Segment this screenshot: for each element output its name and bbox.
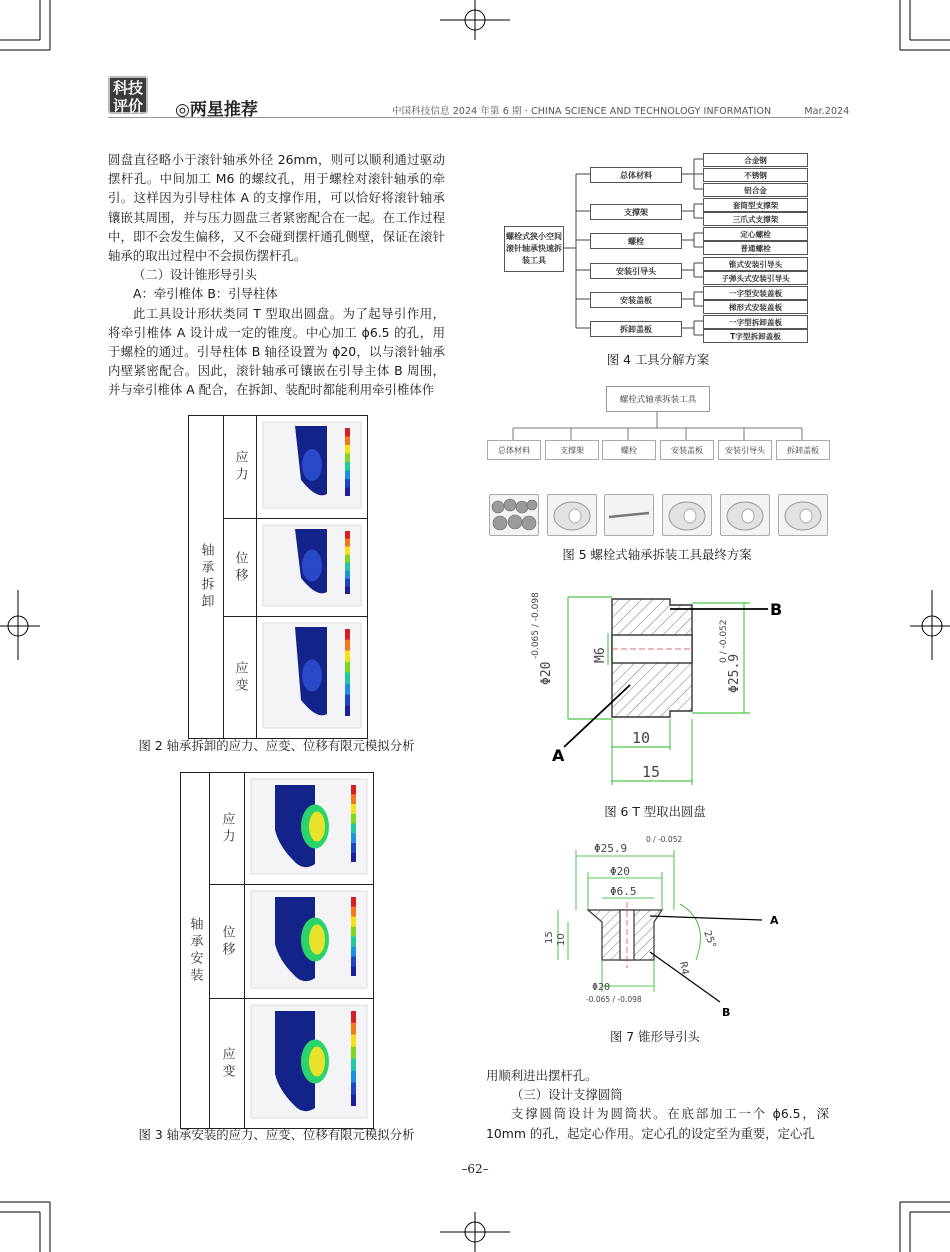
fig2-strain-image — [257, 617, 368, 739]
fig3-strain-image — [245, 999, 374, 1129]
fig4-group-node: 螺栓 — [590, 233, 682, 249]
fig4-leaf-node: T字型拆卸盖板 — [703, 329, 808, 343]
journal-date: Mar.2024 — [804, 106, 850, 117]
fig4-group-node: 总体材料 — [590, 167, 682, 183]
fig7-caption: 图 7 锥形导引头 — [609, 1029, 701, 1044]
fig5-item-image — [778, 494, 828, 536]
fig6-drawing — [520, 585, 790, 795]
fig7-dim-radius: R4 — [677, 960, 691, 976]
fig5-item-node: 螺栓 — [602, 440, 656, 460]
fig5-item-image — [604, 494, 654, 536]
fig6-dim-right-tol: 0 / -0.052 — [719, 619, 729, 663]
fig2-caption: 图 2 轴承拆卸的应力、应变、位移有限元模拟分析 — [138, 738, 415, 753]
fig6-dim-left: Φ20 — [539, 661, 554, 685]
fig4-leaf-node: 一字型安装盖板 — [703, 286, 808, 300]
fig2-group-label: 轴承拆卸 — [189, 416, 224, 739]
fig3-stress-image — [245, 773, 374, 885]
fig5-root-node: 螺栓式轴承拆装工具 — [606, 386, 710, 412]
paragraph: 圆盘直径略小于滚针轴承外径 26mm，则可以顺利通过驱动摆杆孔。中间加工 M6 的螺纹孔，用于螺栓对滚针轴承的牵引。这样因为引导柱体 A 的支撑作用，可以恰好将滚针轴承镶嵌其周围，并与压力圆盘三者紧密配合在一起。在工作过程中，即不会发生偏移，又不会碰到摆杆通孔侧壁，保证在滚针轴承的取出过程中不会损伤摆杆孔。 — [108, 152, 445, 264]
fig6-caption: 图 6 T 型取出圆盘 — [604, 804, 706, 819]
fig7-dim-angle: 25° — [701, 929, 718, 950]
fig6-dim-10: 10 — [632, 729, 651, 747]
fig7-dim-15: 15 — [544, 931, 555, 944]
fig4-tree — [498, 150, 818, 345]
left-text-block — [108, 150, 445, 400]
fig5-diagram — [484, 384, 830, 536]
fig3-caption: 图 3 轴承安装的应力、应变、位移有限元模拟分析 — [138, 1127, 415, 1142]
fig4-leaf-node: 三爪式支撑架 — [703, 212, 808, 226]
fig6-dim-right: Φ25.9 — [727, 653, 742, 693]
fig4-root-node: 螺栓式狭小空间滚针轴承快速拆装工具 — [504, 226, 564, 272]
fig5-item-node: 支撑架 — [545, 440, 599, 460]
fig3-displacement-image — [245, 885, 374, 999]
right-text-block — [486, 1066, 829, 1143]
fig3-row-label: 位移 — [210, 885, 245, 999]
fig5-item-image — [489, 494, 539, 536]
fig2-table — [188, 415, 368, 739]
fig4-leaf-node: 梯形式安装盖板 — [703, 300, 808, 314]
subheading: （二）设计锥形导引头 — [133, 267, 257, 283]
fig2-row-label: 位移 — [224, 519, 257, 617]
fig7-dim-bottom-tol: -0.065 / -0.098 — [586, 995, 642, 1004]
fig4-leaf-node: 套筒型支撑架 — [703, 198, 808, 212]
fig6-dim-left-tol: -0.065 / -0.098 — [531, 592, 541, 659]
logo-line-1: 科技 — [112, 79, 143, 97]
fig4-group-node: 安装盖板 — [590, 292, 682, 308]
fig4-leaf-node: 普通螺栓 — [703, 241, 808, 255]
fig7-label-a: A — [770, 914, 779, 927]
fig6-label-a: A — [552, 746, 565, 765]
fig5-item-node: 总体材料 — [487, 440, 541, 460]
fig4-group-node: 拆卸盖板 — [590, 321, 682, 337]
fig5-item-node: 拆卸盖板 — [776, 440, 830, 460]
paragraph: 此工具设计形状类同 T 型取出圆盘。为了起导引作用，将牵引椎体 A 设计成一定的锥度。中心加工 ϕ6.5 的孔，用于螺栓的通过。引导柱体 B 轴径设置为 ϕ20，以与滚针轴承内壁紧密配合。因此，滚针轴承可镶嵌在引导主体 B 周围，并与牵引椎体 A 配合，在拆卸、装配时都能利用牵引椎体作 — [108, 305, 445, 398]
fig2-row-label: 应力 — [224, 416, 257, 519]
fig3-table — [180, 772, 374, 1129]
fig5-item-node: 安装盖板 — [660, 440, 714, 460]
fig7-drawing — [530, 832, 790, 1022]
header-rule — [108, 117, 843, 118]
fig3-row-label: 应力 — [210, 773, 245, 885]
fig5-item-image — [662, 494, 712, 536]
journal-logo — [108, 76, 148, 114]
fig4-leaf-node: 锥式安装引导头 — [703, 257, 808, 271]
paragraph: 支撑圆筒设计为圆筒状。在底部加工一个 ϕ6.5，深 10mm 的孔，起定心作用。定心孔的设定至为重要，定心孔 — [486, 1106, 829, 1141]
fig3-group-label: 轴承安装 — [181, 773, 210, 1129]
paragraph: A：牵引椎体 B：引导柱体 — [133, 286, 278, 302]
fig4-group-node: 支撑架 — [590, 204, 682, 220]
fig2-stress-image — [257, 416, 368, 519]
fig6-label-b: B — [770, 600, 783, 619]
fig2-displacement-image — [257, 519, 368, 617]
fig4-group-node: 安装引导头 — [590, 263, 682, 279]
fig4-leaf-node: 合金钢 — [703, 153, 808, 167]
fig7-dim-20: Φ20 — [610, 865, 630, 878]
logo-line-2: 评价 — [112, 97, 143, 115]
fig4-leaf-node: 不锈钢 — [703, 168, 808, 182]
fig4-leaf-node: 铝合金 — [703, 183, 808, 197]
subheading: （三）设计支撑圆筒 — [511, 1087, 623, 1103]
fig6-dim-15: 15 — [642, 763, 661, 781]
fig7-dim-top-tol: 0 / -0.052 — [646, 835, 683, 844]
fig4-leaf-node: 子弹头式安装引导头 — [703, 271, 808, 285]
fig5-caption: 图 5 螺栓式轴承拆装工具最终方案 — [562, 547, 752, 562]
fig7-dim-top: Φ25.9 — [594, 842, 628, 855]
fig3-row-label: 应变 — [210, 999, 245, 1129]
fig7-dim-10: 10 — [556, 933, 567, 946]
fig5-item-image — [547, 494, 597, 536]
fig4-leaf-node: 定心螺栓 — [703, 227, 808, 241]
fig7-dim-65: Φ6.5 — [610, 885, 637, 898]
section-title: ◎两星推荐 — [175, 100, 258, 120]
fig4-caption: 图 4 工具分解方案 — [606, 352, 710, 367]
fig5-item-node: 安装引导头 — [718, 440, 772, 460]
fig5-item-image — [720, 494, 770, 536]
journal-name: 中国科技信息 2024 年第 6 期 · CHINA SCIENCE AND TECHNOLOGY INFORMATION — [392, 106, 772, 117]
page-number: –62– — [461, 1162, 489, 1176]
fig7-dim-bottom: Φ20 — [592, 982, 611, 993]
fig4-leaf-node: 一字型拆卸盖板 — [703, 315, 808, 329]
fig2-row-label: 应变 — [224, 617, 257, 739]
fig7-label-b: B — [722, 1006, 731, 1019]
fig6-dim-thread: M6 — [593, 647, 608, 663]
paragraph: 用顺利进出摆杆孔。 — [486, 1068, 598, 1083]
journal-info — [392, 103, 849, 117]
